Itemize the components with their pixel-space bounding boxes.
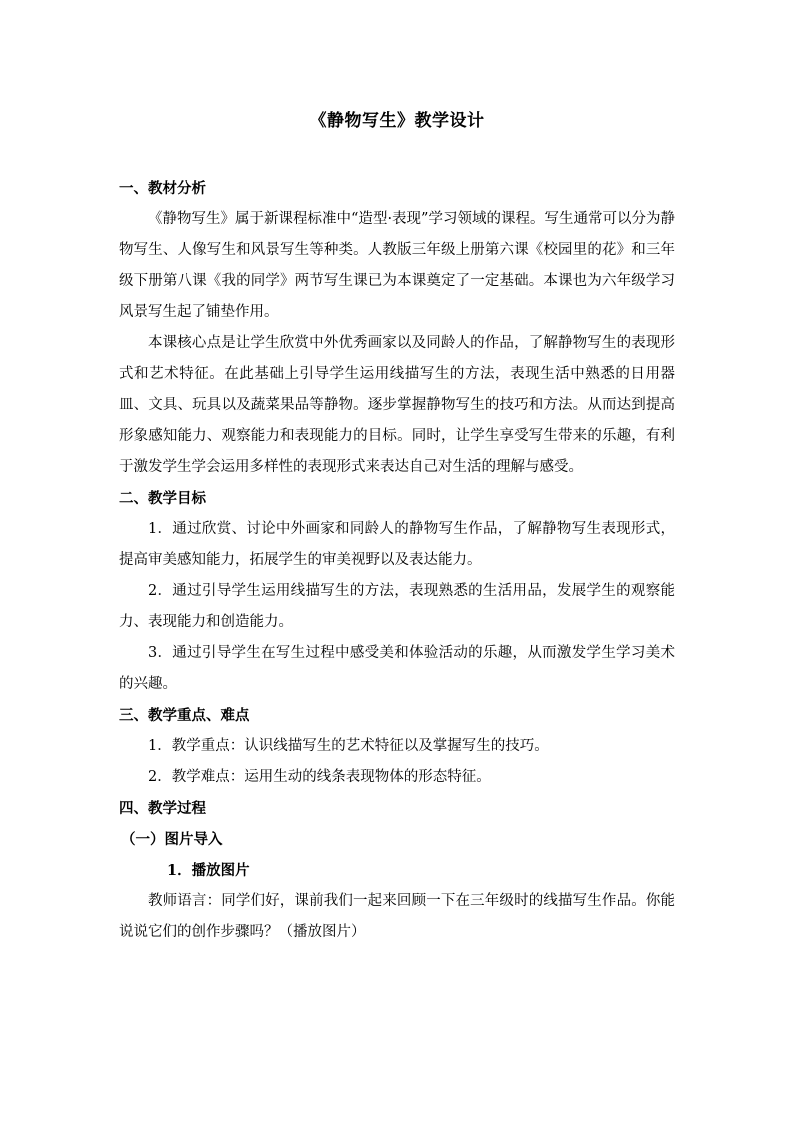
paragraph: 教师语言：同学们好，课前我们一起来回顾一下在三年级时的线描写生作品。你能说说它们的创作步骤吗？（播放图片） bbox=[119, 893, 675, 940]
document-title: 《静物写生》教学设计 bbox=[309, 111, 485, 131]
paragraph: 本课核心点是让学生欣赏中外优秀画家以及同龄人的作品，了解静物写生的表现形式和艺术特征。在此基础上引导学生运用线描写生的方法，表现生活中熟悉的日用器皿、文具、玩具以及蔬菜果品等静物。逐步掌握静物写生的技巧和方法。从而达到提高形象感知能力、观察能力和表现能力的目标。同时，让学生享受写生带来的乐趣，有利于激发学生学会运用多样性的表现形式来表达自己对生活的理解与感受。 bbox=[119, 335, 675, 475]
list-item: 2．教学难点：运用生动的线条表现物体的形态特征。 bbox=[148, 769, 491, 785]
document-body bbox=[119, 173, 675, 948]
section-heading: 二、教学目标 bbox=[119, 490, 206, 507]
list-item: 1．教学重点：认识线描写生的艺术特征以及掌握写生的技巧。 bbox=[148, 738, 549, 754]
list-item: 2．通过引导学生运用线描写生的方法，表现熟悉的生活用品，发展学生的观察能力、表现能力和创造能力。 bbox=[119, 583, 675, 630]
subsubsection-heading: 1．播放图片 bbox=[167, 862, 250, 879]
list-item: 1．通过欣赏、讨论中外画家和同龄人的静物写生作品，了解静物写生表现形式，提高审美感知能力，拓展学生的审美视野以及表达能力。 bbox=[119, 521, 675, 568]
section-heading: 一、教材分析 bbox=[119, 180, 206, 197]
section-heading: 四、教学过程 bbox=[119, 800, 206, 817]
subsection-heading: （一）图片导入 bbox=[121, 831, 223, 848]
list-item: 3．通过引导学生在写生过程中感受美和体验活动的乐趣，从而激发学生学习美术的兴趣。 bbox=[119, 645, 675, 692]
section-heading: 三、教学重点、难点 bbox=[119, 707, 250, 724]
paragraph: 《静物写生》属于新课程标准中“造型·表现”学习领域的课程。写生通常可以分为静物写生、人像写生和风景写生等种类。人教版三年级上册第六课《校园里的花》和三年级下册第八课《我的同学》两节写生课已为本课奠定了一定基础。本课也为六年级学习风景写生起了铺垫作用。 bbox=[119, 211, 675, 320]
